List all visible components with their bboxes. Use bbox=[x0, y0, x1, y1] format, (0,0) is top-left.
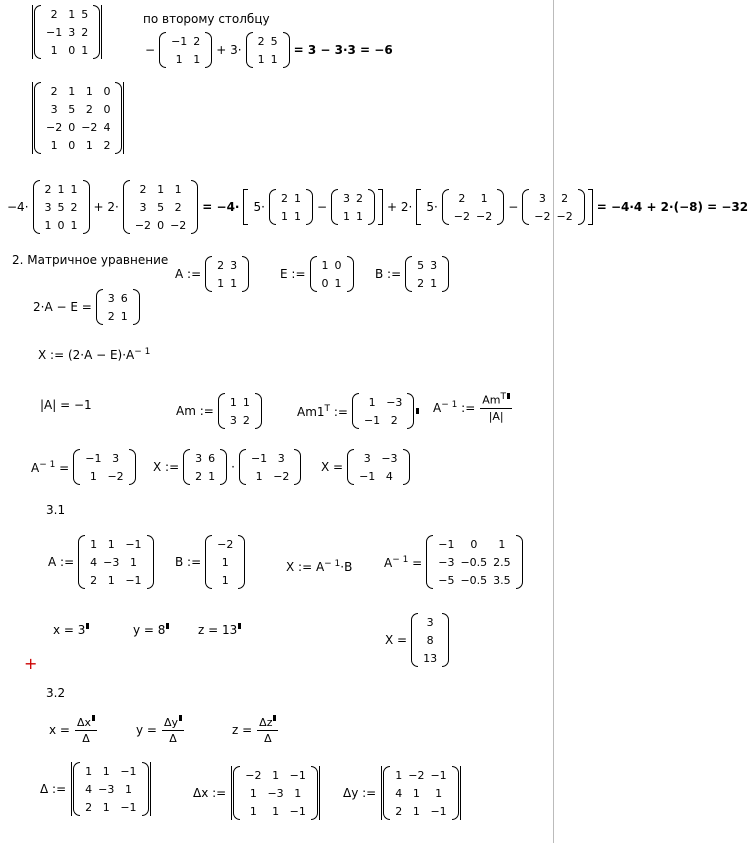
matrix-cell: 3.5 bbox=[493, 573, 511, 587]
matrix-cell: 8 bbox=[426, 633, 434, 647]
matrix-cell: 1 bbox=[412, 786, 420, 800]
det3-result: = 3 − 3·3 = −6 bbox=[293, 42, 393, 57]
matrix-cell: 4 bbox=[385, 469, 393, 483]
matrix-cell: 3 bbox=[430, 258, 438, 272]
matrix-cell: 1 bbox=[294, 786, 302, 800]
matrix-cell: 2 bbox=[217, 258, 225, 272]
section31-label: 3.1 bbox=[46, 503, 66, 517]
matrix-cell: 2 bbox=[174, 200, 182, 214]
matrix-A bbox=[205, 256, 249, 292]
matrix-cell: 2 bbox=[85, 102, 93, 116]
matrix-cell: 2 bbox=[395, 804, 403, 818]
matrix-cell: 1 bbox=[242, 395, 250, 409]
matrix-cell: 1 bbox=[498, 537, 506, 551]
X31-formula: X := $A^{- 1}\cdot B$ bbox=[286, 559, 353, 574]
Ainv-formula: $A^{- 1}$ := $\frac{Am^T}{|A|}$ bbox=[430, 390, 514, 424]
twoA-minus-E: 2·A − E = 3 6 2 1 bbox=[30, 289, 141, 325]
B-assign: B := 5 3 2 1 bbox=[372, 256, 450, 292]
matrix-cell: 1 bbox=[68, 7, 76, 21]
matrix-cell: 3 bbox=[50, 102, 58, 116]
matrix-cell: 1 bbox=[175, 52, 183, 66]
matrix-cell: −2 bbox=[81, 120, 98, 134]
matrix-cell: 2 bbox=[139, 182, 147, 196]
matrix-cell: 4 bbox=[395, 786, 403, 800]
matrix-cell: 1 bbox=[412, 804, 420, 818]
matrix-cell: 1 bbox=[255, 469, 263, 483]
matrix-Ainv31 bbox=[426, 535, 522, 589]
matrix-cell: 1 bbox=[129, 555, 137, 569]
exp-matrix-5 bbox=[442, 189, 504, 225]
matrix-cell: 1 bbox=[257, 52, 265, 66]
matrix-cell: 1 bbox=[90, 537, 98, 551]
matrix-cell: 1 bbox=[102, 800, 110, 814]
X-result: X = 3 −3 −1 4 bbox=[318, 449, 411, 485]
matrix-cell: 0 bbox=[157, 218, 165, 232]
z-value: z = 13 bbox=[198, 623, 241, 638]
matrix-cell: 1 bbox=[368, 395, 376, 409]
A-assign: A := 2 3 1 1 bbox=[172, 256, 250, 292]
Am-assign: Am := 1 1 3 2 bbox=[173, 393, 263, 429]
matrix-cell: 1 bbox=[107, 573, 115, 587]
matrix-cell: −1 bbox=[125, 573, 142, 587]
matrix-cell: 2 bbox=[107, 309, 115, 323]
matrix-delta bbox=[70, 762, 151, 816]
matrix-cell: 0 bbox=[334, 258, 342, 272]
matrix-cell: 5 bbox=[57, 200, 65, 214]
matrix-cell: 2 bbox=[85, 800, 93, 814]
matrix-cell: 2 bbox=[44, 182, 52, 196]
matrix-cell: 1 bbox=[57, 182, 65, 196]
matrix-cell: 3 bbox=[139, 200, 147, 214]
matrix-cell: −1 bbox=[289, 804, 306, 818]
det3-matrix bbox=[31, 5, 103, 59]
matrix-cell: −2 bbox=[476, 209, 493, 223]
x-cramer: x = $\frac{\Delta x}{\Delta}$ bbox=[46, 715, 99, 746]
matrix-cell: 6 bbox=[208, 451, 216, 465]
matrix-cell: 1 bbox=[221, 555, 229, 569]
matrix-cell: −2 bbox=[134, 218, 152, 232]
matrix-cell: −1 bbox=[430, 804, 447, 818]
matrix-cell: 2 bbox=[561, 191, 569, 205]
matrix-X-left bbox=[183, 449, 227, 485]
cursor-marker bbox=[416, 408, 419, 414]
matrix-cell: 1 bbox=[120, 309, 128, 323]
matrix-cell: −1 bbox=[430, 768, 447, 782]
matrix-cell: 1 bbox=[272, 768, 280, 782]
matrix-cell: 1 bbox=[280, 209, 288, 223]
matrix-cell: 0 bbox=[321, 276, 329, 290]
A-determinant: |A| = −1 bbox=[40, 398, 92, 412]
matrix-cell: 1 bbox=[230, 276, 238, 290]
matrix-cell: 6 bbox=[120, 291, 128, 305]
matrix-cell: 2 bbox=[81, 25, 89, 39]
matrix-cell: −2 bbox=[46, 120, 63, 134]
Ainv31-result: $A^{- 1}$ = −1 0 1 −3 −0.5 2.5 −5 −0.5 3.5 bbox=[381, 535, 524, 589]
matrix-cell: 1 bbox=[229, 395, 237, 409]
A31-assign: A := 1 1 −1 4 −3 1 2 1 −1 bbox=[45, 535, 155, 589]
matrix-cell: −2 bbox=[170, 218, 187, 232]
matrix-cell: 13 bbox=[423, 651, 438, 665]
matrix-cell: 2 bbox=[193, 34, 201, 48]
matrix-cell: −0.5 bbox=[460, 573, 488, 587]
matrix-cell: 1 bbox=[193, 52, 201, 66]
matrix-cell: 1 bbox=[50, 43, 58, 57]
matrix-cell: −1 bbox=[359, 469, 376, 483]
matrix-cell: −2 bbox=[217, 537, 234, 551]
matrix-cell: −1 bbox=[171, 34, 188, 48]
matrix-cell: −3 bbox=[98, 782, 115, 796]
matrix-cell: 2 bbox=[458, 191, 466, 205]
matrix-X bbox=[347, 449, 409, 485]
matrix-cell: −2 bbox=[453, 209, 470, 223]
section32-label: 3.2 bbox=[46, 686, 66, 700]
matrix-cell: −5 bbox=[438, 573, 455, 587]
matrix-cell: 1 bbox=[435, 786, 443, 800]
det3-block bbox=[30, 5, 104, 59]
bracket-1: 5· 2 1 1 1 − 3 2 1 1 bbox=[243, 189, 383, 225]
matrix-B bbox=[405, 256, 449, 292]
matrix-cell: 2 bbox=[70, 200, 78, 214]
matrix-cell: 4 bbox=[103, 120, 111, 134]
exp-matrix-2 bbox=[123, 180, 198, 234]
matrix-cell: 4 bbox=[90, 555, 98, 569]
section2-heading: 2. Матричное уравнение bbox=[12, 253, 169, 267]
exp-matrix-1 bbox=[33, 180, 90, 234]
matrix-cell: 3 bbox=[230, 258, 238, 272]
matrix-cell: −1 bbox=[250, 451, 268, 465]
matrix-cell: 1 bbox=[395, 768, 403, 782]
matrix-cell: −1 bbox=[120, 764, 137, 778]
matrix-cell: 2 bbox=[242, 413, 250, 427]
matrix-cell: −3 bbox=[438, 555, 455, 569]
matrix-X-right bbox=[239, 449, 301, 485]
matrix-Am1T bbox=[352, 393, 414, 429]
matrix-cell: 3 bbox=[112, 451, 120, 465]
matrix-cell: 2 bbox=[356, 191, 363, 205]
matrix-cell: 5 bbox=[417, 258, 425, 272]
matrix-cell: 5 bbox=[81, 7, 89, 21]
matrix-cell: 2 bbox=[257, 34, 265, 48]
matrix-cell: 0 bbox=[68, 120, 76, 134]
cofactor-matrix-1 bbox=[159, 32, 212, 68]
matrix-cell: −3 bbox=[386, 395, 403, 409]
matrix-cell: −2 bbox=[273, 469, 290, 483]
matrix-cell: 3 bbox=[538, 191, 546, 205]
matrix-cell: 1 bbox=[124, 782, 132, 796]
cofactor-expansion: − −1 2 1 1 + 3· 2 5 1 1 = 3 − 3·3 = −6 bbox=[142, 32, 396, 68]
matrix-cell: 2 bbox=[195, 469, 203, 483]
matrix-cell: 0 bbox=[103, 102, 111, 116]
matrix-cell: 0 bbox=[68, 43, 76, 57]
matrix-B31 bbox=[205, 535, 245, 589]
matrix-cell: 3 bbox=[229, 413, 237, 427]
matrix-cell: 2 bbox=[90, 573, 98, 587]
matrix-cell: 1 bbox=[81, 43, 89, 57]
matrix-cell: 1 bbox=[217, 276, 225, 290]
matrix-cell: 1 bbox=[208, 469, 216, 483]
matrix-cell: 3 bbox=[44, 200, 52, 214]
matrix-cell: −1 bbox=[363, 413, 381, 427]
matrix-cell: 1 bbox=[107, 537, 115, 551]
matrix-cell: −2 bbox=[408, 768, 425, 782]
matrix-cell: 3 bbox=[68, 25, 76, 39]
matrix-cell: 1 bbox=[480, 191, 488, 205]
matrix-cell: 1 bbox=[85, 138, 93, 152]
matrix-cell: 1 bbox=[293, 209, 301, 223]
matrix-cell: 1 bbox=[85, 764, 93, 778]
matrix-cell: 1 bbox=[249, 804, 257, 818]
matrix-cell: −2 bbox=[245, 768, 262, 782]
matrix-Ainv bbox=[73, 449, 135, 485]
matrix-cell: 0 bbox=[103, 84, 111, 98]
matrix-A31 bbox=[78, 535, 153, 589]
col2-label: по второму столбцу bbox=[143, 12, 270, 26]
matrix-cell: 1 bbox=[356, 209, 363, 223]
add-region-plus-icon[interactable]: + bbox=[24, 654, 38, 673]
matrix-cell: 5 bbox=[157, 200, 165, 214]
matrix-2AE bbox=[96, 289, 140, 325]
matrix-cell: 1 bbox=[89, 469, 97, 483]
matrix-cell: −1 bbox=[85, 451, 102, 465]
matrix-cell: −1 bbox=[125, 537, 142, 551]
bracket-2: 5· 2 1 −2 −2 − 3 2 −2 −2 bbox=[416, 189, 592, 225]
y-cramer: y = $\frac{\Delta y}{\Delta}$ bbox=[133, 715, 186, 746]
matrix-cell: 2 bbox=[417, 276, 425, 290]
matrix-cell: 3 bbox=[107, 291, 115, 305]
matrix-cell: 1 bbox=[270, 52, 278, 66]
matrix-cell: 1 bbox=[70, 182, 78, 196]
dy-assign: Δy := 1 −2 −1 4 1 1 2 1 −1 bbox=[340, 766, 463, 820]
matrix-cell: 2 bbox=[50, 7, 58, 21]
matrix-cell: 5 bbox=[270, 34, 278, 48]
X-calc: X := 3 6 2 1 · −1 3 1 −2 bbox=[150, 449, 302, 485]
matrix-cell: 3 bbox=[343, 191, 350, 205]
right-margin-line bbox=[553, 0, 554, 843]
matrix-cell: −0.5 bbox=[460, 555, 488, 569]
matrix-cell: 1 bbox=[157, 182, 165, 196]
matrix-cell: 2 bbox=[390, 413, 398, 427]
z-cramer: z = $\frac{\Delta z}{\Delta}$ bbox=[229, 715, 280, 746]
matrix-E bbox=[310, 256, 354, 292]
matrix-cell: 1 bbox=[174, 182, 182, 196]
E-assign: E := 1 0 0 1 bbox=[277, 256, 355, 292]
matrix-cell: 1 bbox=[293, 191, 301, 205]
matrix-cell: −2 bbox=[107, 469, 124, 483]
matrix-cell: −2 bbox=[534, 209, 551, 223]
delta-assign: Δ := 1 1 −1 4 −3 1 2 1 −1 bbox=[37, 762, 153, 816]
matrix-Am bbox=[218, 393, 262, 429]
matrix-cell: 0 bbox=[470, 537, 478, 551]
matrix-cell: 3 bbox=[195, 451, 203, 465]
matrix-cell: −3 bbox=[381, 451, 398, 465]
matrix-cell: 1 bbox=[334, 276, 342, 290]
Am1T-assign: $Am1^T$ := 1 −3 −1 2 bbox=[294, 393, 419, 429]
det4-result: = −4·4 + 2·(−8) = −32 bbox=[596, 199, 749, 214]
matrix-cell: 3 bbox=[363, 451, 371, 465]
matrix-cell: 2 bbox=[280, 191, 288, 205]
matrix-cell: 3 bbox=[426, 615, 434, 629]
matrix-cell: −1 bbox=[289, 768, 306, 782]
matrix-cell: 0 bbox=[57, 218, 65, 232]
matrix-cell: −2 bbox=[556, 209, 573, 223]
x-value: x = 3 bbox=[53, 623, 89, 638]
exp-matrix-4 bbox=[331, 189, 375, 225]
Ainv-result: $A^{- 1}$ = −1 3 1 −2 bbox=[28, 449, 137, 485]
matrix-cell: 2 bbox=[50, 84, 58, 98]
matrix-cell: 1 bbox=[102, 764, 110, 778]
det4-block bbox=[30, 82, 126, 154]
matrix-cell: 1 bbox=[272, 804, 280, 818]
dx-assign: Δx := −2 1 −1 1 −3 1 1 1 −1 bbox=[190, 766, 322, 820]
matrix-cell: 1 bbox=[321, 258, 329, 272]
matrix-cell: 1 bbox=[50, 138, 58, 152]
exp-matrix-6 bbox=[522, 189, 584, 225]
matrix-cell: 1 bbox=[430, 276, 438, 290]
X31-result: X = 3 8 13 bbox=[382, 613, 450, 667]
matrix-X31 bbox=[411, 613, 449, 667]
exp-matrix-3 bbox=[269, 189, 313, 225]
matrix-cell: 4 bbox=[85, 782, 93, 796]
matrix-cell: 0 bbox=[68, 138, 76, 152]
matrix-cell: 3 bbox=[277, 451, 285, 465]
matrix-cell: −3 bbox=[267, 786, 284, 800]
matrix-cell: 2 bbox=[103, 138, 111, 152]
matrix-cell: −1 bbox=[46, 25, 63, 39]
matrix-cell: 1 bbox=[221, 573, 229, 587]
matrix-cell: 1 bbox=[85, 84, 93, 98]
matrix-cell: −3 bbox=[103, 555, 120, 569]
det4-expansion: −4· 2 1 1 3 5 2 1 0 1 + 2· 2 1 1 3 5 2 −2 0 −2 = −4· 5· 2 1 1 1 − 3 2 1 1 + 2· 5· 2 1 −2 −2 − 3 2 −2 −2 = −4·4 + 2·(−8) = −32 bbox=[4, 180, 751, 234]
matrix-cell: −1 bbox=[438, 537, 455, 551]
X-definition: X := $(2\cdot A - E)\cdot A^{- 1}$ bbox=[38, 347, 151, 362]
y-value: y = 8 bbox=[133, 623, 169, 638]
matrix-cell: 1 bbox=[70, 218, 78, 232]
matrix-cell: 1 bbox=[44, 218, 52, 232]
matrix-dx bbox=[230, 766, 321, 820]
matrix-cell: 1 bbox=[68, 84, 76, 98]
matrix-cell: 5 bbox=[68, 102, 76, 116]
matrix-cell: 1 bbox=[343, 209, 350, 223]
B31-assign: B := −2 1 1 bbox=[172, 535, 246, 589]
matrix-cell: −1 bbox=[120, 800, 137, 814]
matrix-cell: 2.5 bbox=[493, 555, 511, 569]
matrix-cell: 1 bbox=[249, 786, 257, 800]
cofactor-matrix-2 bbox=[246, 32, 290, 68]
det4-matrix bbox=[31, 82, 125, 154]
matrix-dy bbox=[380, 766, 461, 820]
